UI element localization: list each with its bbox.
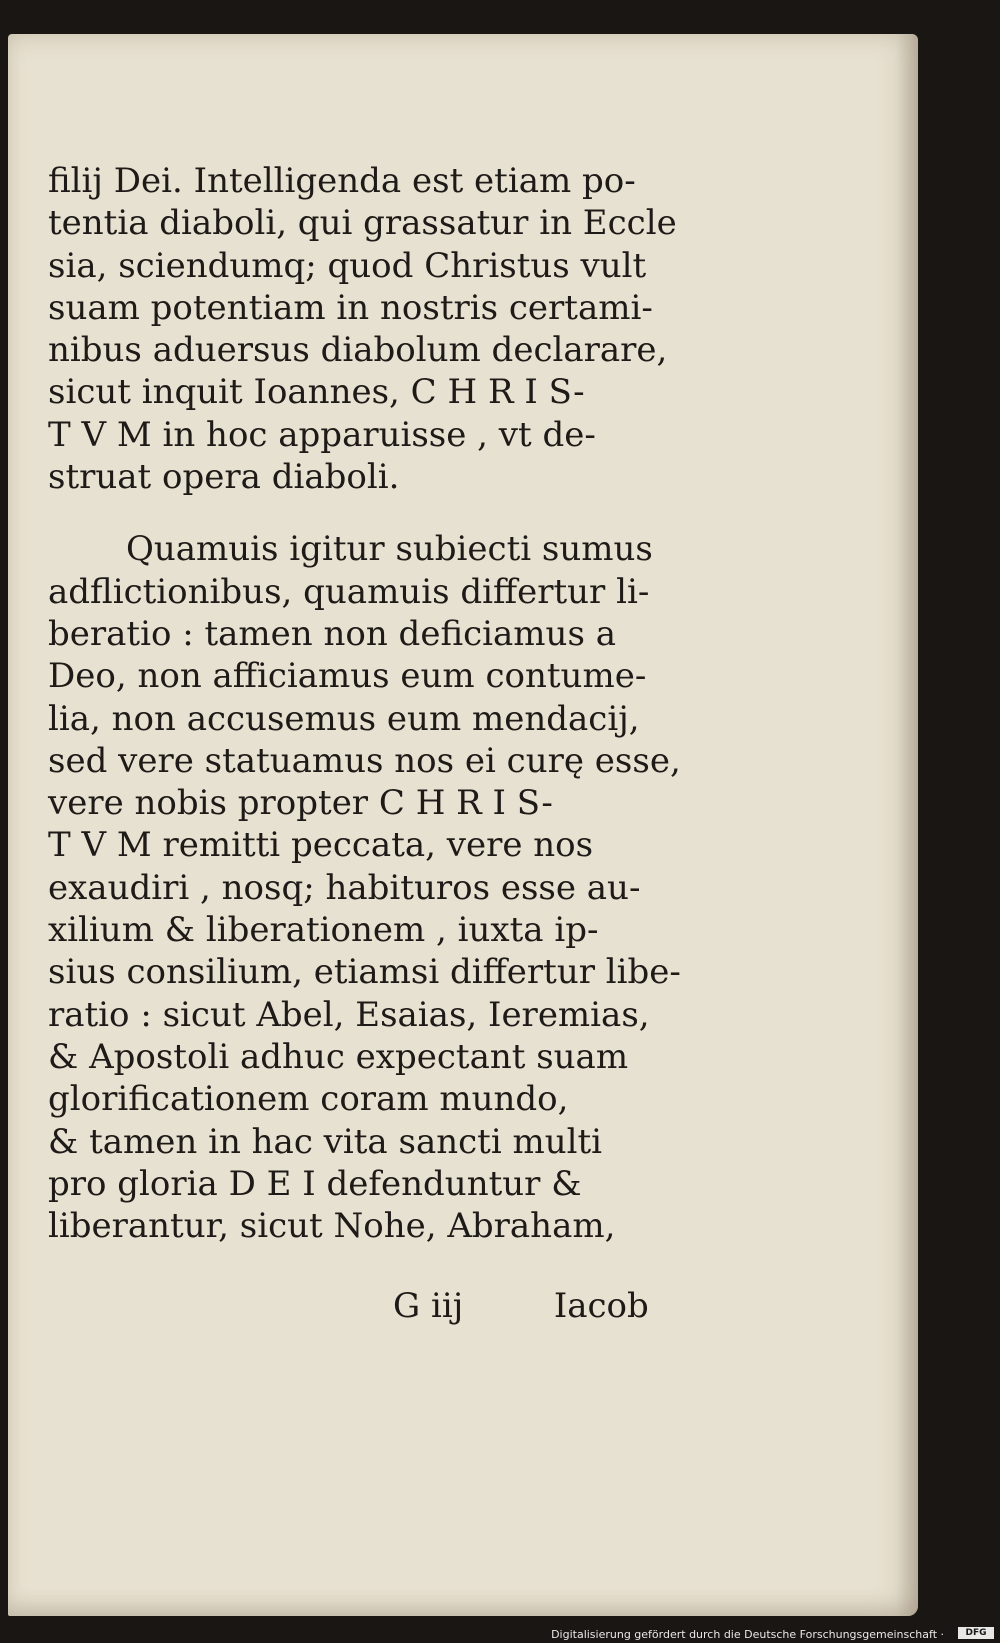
text-line: T V M in hoc apparuisse , vt de- (48, 414, 596, 455)
book-page (8, 34, 918, 1616)
page-footer-marks (393, 1286, 668, 1326)
text-line: beratio : tamen non deficiamus a (48, 613, 616, 654)
text-line: ratio : sicut Abel, Esaias, Ieremias, (48, 994, 650, 1035)
text-line: xilium & liberationem , iuxta ip- (48, 910, 599, 951)
text-line: sius consilium, etiamsi differtur libe- (48, 952, 681, 993)
text-line: T V M remitti peccata, vere nos (48, 825, 594, 866)
text-line: Deo, non afficiamus eum contume- (48, 656, 647, 697)
text-line: & Apostoli adhuc expectant suam (48, 1036, 629, 1077)
text-line: lia, non accusemus eum mendacij, (48, 698, 640, 739)
text-line: & tamen in hac vita sancti multi (48, 1121, 603, 1162)
text-line: struat opera diaboli. (48, 457, 400, 498)
text-line: vere nobis propter C H R I S- (48, 783, 553, 824)
paragraph-2 (48, 528, 681, 1247)
text-line: pro gloria D E I defenduntur & (48, 1163, 582, 1204)
paragraph-1 (48, 160, 677, 498)
text-line: nibus aduersus diabolum declarare, (48, 330, 668, 371)
text-line: filij Dei. Intelligenda est etiam po- (48, 161, 636, 201)
text-line: glorificationem coram mundo, (48, 1079, 569, 1120)
signature-mark: G iij (393, 1286, 464, 1326)
text-line: sicut inquit Ioannes, C H R I S- (48, 372, 585, 413)
text-line: adflictionibus, quamuis differtur li- (48, 571, 650, 612)
page-text (48, 160, 681, 1247)
text-line: liberantur, sicut Nohe, Abraham, (48, 1206, 616, 1247)
catchword: Iacob (553, 1286, 649, 1326)
paragraph-gap (48, 498, 668, 528)
text-line: Quamuis igitur subiecti sumus (126, 529, 653, 570)
dfg-logo-icon: DFG (958, 1627, 994, 1639)
text-line: suam potentiam in nostris certami- (48, 287, 653, 328)
funding-credit: Digitalisierung gefördert durch die Deutsche Forschungsgemeinschaft · (551, 1628, 944, 1641)
text-line: exaudiri , nosq; habituros esse au- (48, 867, 641, 908)
text-line: sia, sciendumq; quod Christus vult (48, 245, 647, 286)
text-line: sed vere statuamus nos ei curę esse, (48, 740, 681, 781)
text-line: tentia diaboli, qui grassatur in Eccle (48, 203, 677, 244)
